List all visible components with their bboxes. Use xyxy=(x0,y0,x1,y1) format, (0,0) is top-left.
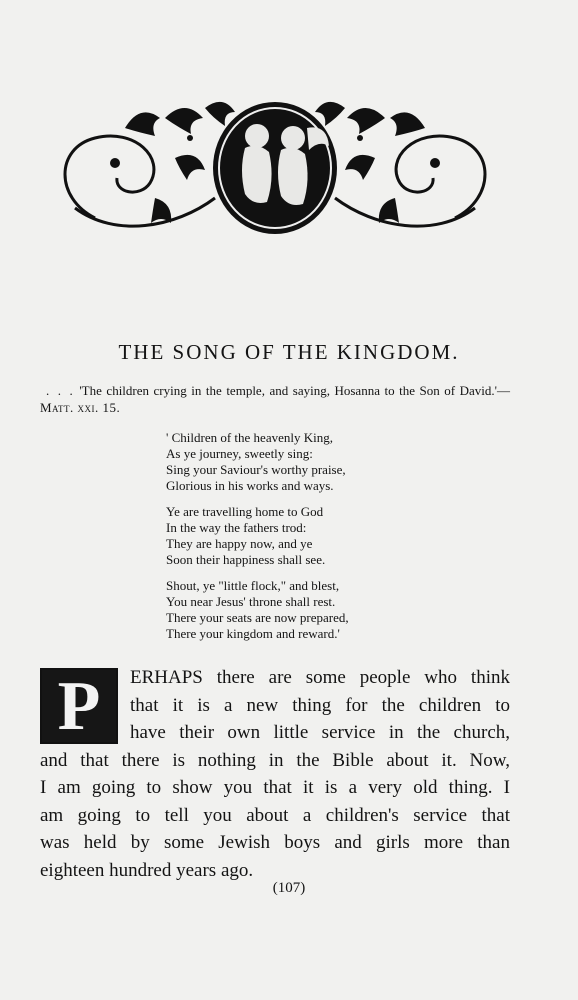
hymn-poem xyxy=(166,430,349,652)
page-number: (107) xyxy=(272,880,306,896)
poem-stanza-2 xyxy=(166,504,349,568)
body-paragraph xyxy=(40,664,510,884)
paragraph-line: have their own little service in the church, xyxy=(130,722,510,743)
poem-line: Shout, ye "little flock," and blest, xyxy=(166,578,340,593)
poem-line: Ye are travelling home to God xyxy=(166,504,324,519)
poem-line: There your seats are now prepared, xyxy=(166,610,349,625)
dropcap-letter: P xyxy=(57,668,101,745)
poem-line: Sing your Saviour's worthy praise, xyxy=(166,462,346,477)
chapter-title: THE SONG OF THE KINGDOM. xyxy=(118,340,460,364)
paragraph-line: and that there is nothing in the Bible about it. Now, xyxy=(40,749,510,771)
epigraph xyxy=(40,382,510,416)
poem-line: There your kingdom and reward.' xyxy=(166,626,340,641)
paragraph-line: eighteen hundred years ago. xyxy=(40,859,254,881)
epigraph-quote: 'The children crying in the temple, and saying, Hosanna to the Son of David.'— xyxy=(79,383,511,398)
poem-line: Soon their happiness shall see. xyxy=(166,552,326,567)
paragraph-line: ERHAPS there are some people who think xyxy=(130,667,510,688)
poem-line: As ye journey, sweetly sing: xyxy=(166,446,313,461)
poem-stanza-3 xyxy=(166,578,349,642)
poem-stanza-1 xyxy=(166,430,349,494)
poem-line: You near Jesus' throne shall rest. xyxy=(166,594,336,609)
poem-line: Glorious in his works and ways. xyxy=(166,478,334,493)
paragraph-line: I am going to show you that it is a very old thing. I xyxy=(40,777,510,798)
paragraph-line: was held by some Jewish boys and girls more than xyxy=(40,832,510,853)
poem-line: They are happy now, and ye xyxy=(166,536,313,551)
cherubs-scroll-ornament xyxy=(55,88,495,248)
poem-line: ' Children of the heavenly King, xyxy=(166,430,333,445)
paragraph-line: that it is a new thing for the children to xyxy=(130,694,510,716)
poem-line: In the way the fathers trod: xyxy=(166,520,307,535)
epigraph-ellipsis: . . . xyxy=(46,383,75,398)
paragraph-line: am going to tell you about a children's service that xyxy=(40,804,510,826)
epigraph-citation: Matt. xxi. 15. xyxy=(40,400,121,415)
